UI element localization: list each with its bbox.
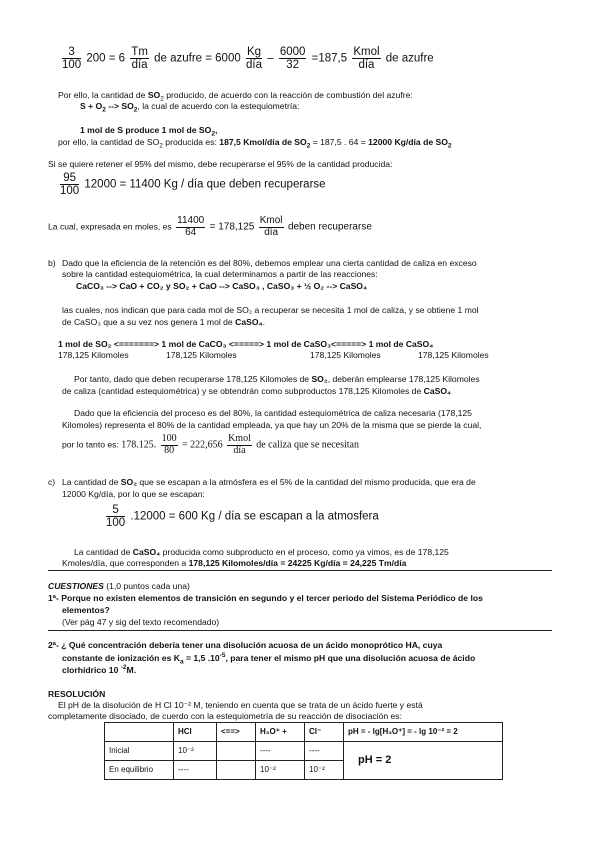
table-cell: ----: [305, 742, 344, 761]
table-header: H₃O⁺ +: [256, 723, 305, 742]
resolucion-heading: RESOLUCIÓN: [48, 689, 106, 699]
paragraph-efficiency-1: Dado que la eficiencia del proceso es del 80%, la cantidad estequiométrica de caliza necesaria (178,125: [74, 408, 472, 418]
resolucion-line2: completamente disociado, de cuerdo con la estequiometría de su reacción de disociación es:: [48, 711, 402, 721]
divider: [48, 570, 552, 571]
dissociation-table: [104, 722, 503, 780]
table-cell: [105, 723, 174, 742]
resolucion-line1: El pH de la disolución de H Cl 10⁻² M, teniendo en cuenta que se trata de un ácido fuerte y está: [58, 700, 423, 710]
paragraph-moles: La cual, expresada en moles, es $\frac{11400}{64}$ = 178,125 $\frac{\text{Kmol}}{\text{día}}$ deben recuperarse: [48, 215, 372, 238]
paragraph-so2-production: Por ello, la cantidad de $SO_2$ producido, de acuerdo con la reacción de combustión del azufre:: [58, 90, 413, 103]
section-c-line4: Kmoles/día, que corresponden a 178,125 Kilomoles/día = 24225 Kg/día = 24,225 Tm/día: [62, 558, 407, 568]
paragraph-retention: Si se quiere retener el 95% del mismo, debe recuperarse el 95% de la cantidad producida:: [48, 159, 393, 169]
kilomoles-4: 178,125 Kilomoles: [418, 350, 489, 360]
section-c-label: c): [48, 477, 56, 487]
paragraph-so2-amount: por ello, la cantidad de $SO_2$ producida es: 187,5 Kmol/día de $SO_2 = 187,5$ . 64 = 12000 Kg/día de $SO_2$: [58, 137, 452, 150]
paragraph-recover-1: Por tanto, dado que deben recuperarse 178,125 Kilomoles de SO₂, deberán emplearse 178,125 Kilomoles: [74, 374, 480, 384]
question-2-line2: constante de ionización es $K_a = 1,5$ $.10^{-5}$, para tener el mismo pH que una disolución acuosa de ácido: [62, 652, 476, 666]
ph-formula: pH = - lg[H₃O⁺] = - lg 10⁻² = 2: [344, 723, 503, 742]
kilomoles-3: 178,125 Kilomoles: [310, 350, 381, 360]
table-header-row: [105, 723, 503, 742]
section-b-label: b): [48, 258, 56, 268]
section-c-line2: 12000 Kg/día, por lo que se escapan:: [62, 489, 205, 499]
equation-limestone: por lo tanto es: 178.125. $\frac{100}{80}$ = 222,656 $\frac{\text{Kmol}}{\text{día}}$ de caliza que se necesitan: [62, 433, 359, 456]
reactions-limestone: CaCO₃ --> CaO + CO₂ y SO₂ + CaO --> CaSO₃ , CaSO₃ + ½ O₂ --> CaSO₄: [76, 281, 368, 291]
section-b-line1: Dado que la eficiencia de la retención es del 80%, debemos emplear una cierta cantidad de caliza en exceso: [62, 258, 477, 268]
section-c-line3: La cantidad de CaSO₄ producida como subproducto en el proceso, como ya vimos, es de 178,125: [74, 547, 449, 557]
section-b-line2: sobre la cantidad estequiométrica, la cual determinamos a partir de las reacciones:: [62, 269, 378, 279]
stoichiometry-statement: 1 mol de S produce 1 mol de $SO_2$,: [80, 125, 218, 138]
kilomoles-1: 178,125 Kilomoles: [58, 350, 129, 360]
kilomoles-2: 178,125 Kilomoles: [166, 350, 237, 360]
question-2-line1: 2ª- ¿ Qué concentración debería tener una disolución acuosa de un ácido monoprótico HA, cuya: [48, 640, 443, 650]
paragraph-recover-2: de caliza (cantidad estequiométrica) y se obtendrán como subproductos 178,125 Kilomoles de CaSO₄: [62, 386, 452, 396]
section-b-line4: de CaSO₃ que a su vez nos genera 1 mol de CaSO₄.: [62, 317, 265, 327]
equation-recovery: $\frac{95}{100}$ 12000 = 11400 Kg / día que deben recuperarse: [60, 172, 326, 198]
table-cell: 10⁻²: [305, 761, 344, 780]
table-cell: ----: [174, 761, 217, 780]
section-c-line1: La cantidad de SO₂ que se escapan a la atmósfera es el 5% de la cantidad del mismo producida, que era de: [62, 477, 476, 487]
equation-sulfur-production: $\frac{3}{100}$ 200 = 6 $\frac{Tm}{\text{día}}$ de azufre = 6000 $\frac{Kg}{\text{día}}$ – $\frac{6000}{32}$ =187,5 $\frac{\text{Kmol}}{\text{día}}$ de azufre: [62, 46, 434, 72]
row-label: Inicial: [105, 742, 174, 761]
table-cell: 10⁻²: [174, 742, 217, 761]
question-1-line2: elementos?: [62, 605, 110, 615]
question-1-reference: (Ver pág 47 y sig del texto recomendado): [62, 617, 220, 627]
divider-2: [48, 630, 552, 631]
table-header: Cl⁻: [305, 723, 344, 742]
table-cell: [217, 742, 256, 761]
ph-result: pH = 2: [344, 742, 503, 780]
equation-escape: $\frac{5}{100}$ .12000 = 600 Kg / día se escapan a la atmosfera: [106, 504, 379, 530]
table-cell: ----: [256, 742, 305, 761]
mole-chain: 1 mol de SO₂ <=======> 1 mol de CaCO₃ <=====> 1 mol de CaSO₃<=====> 1 mol de CaSO₄: [58, 339, 434, 349]
section-b-line3: las cuales, nos indican que para cada mol de SO₂ a recuperar se necesita 1 mol de caliza, y se obtiene 1 mol: [62, 305, 479, 315]
question-1-line1: 1ª- Porque no existen elementos de transición en segundo y el tercer periodo del Sistema Periódico de los: [48, 593, 483, 603]
table-cell: [217, 761, 256, 780]
table-cell: 10⁻²: [256, 761, 305, 780]
table-header: HCl: [174, 723, 217, 742]
reaction-sulfur-combustion: $S + O_2$ --> $SO_2$, la cual de acuerdo con la estequiometría:: [80, 101, 300, 114]
table-row: [105, 742, 503, 761]
row-label: En equilibrio: [105, 761, 174, 780]
paragraph-efficiency-2: Kilomoles) representa el 80% de la cantidad empleada, ya que hay un 20% de la misma que se pierde la cual,: [62, 420, 482, 430]
question-2-line3: clorhídrico 10 $^{-2}$M.: [62, 664, 137, 675]
cuestiones-heading: CUESTIONES (1,0 puntos cada una): [48, 581, 190, 591]
table-header: <==>: [217, 723, 256, 742]
